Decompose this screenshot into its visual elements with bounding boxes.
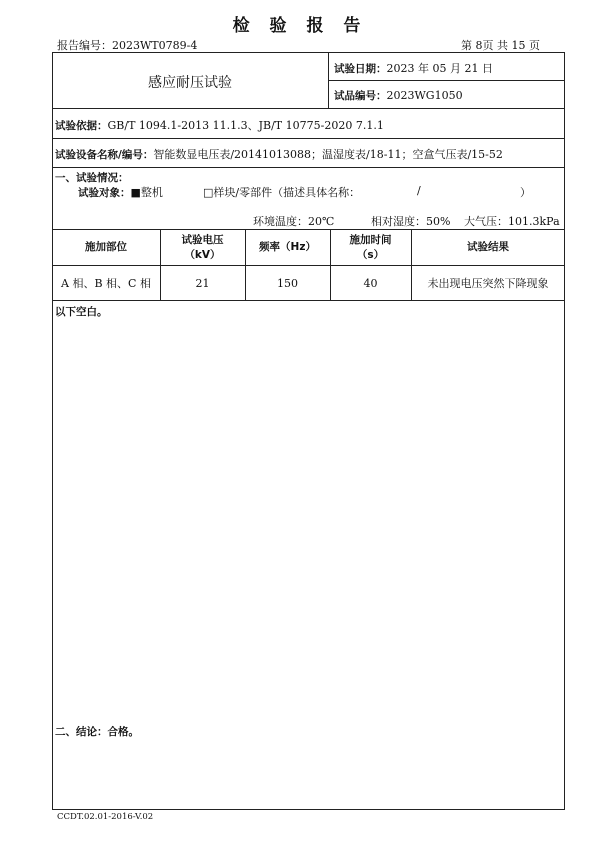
table-header-frequency: 频率（Hz）: [259, 241, 316, 253]
sample-no-label: 试品编号：: [334, 90, 387, 102]
table-header-location: 施加部位: [85, 241, 127, 253]
equipment-row: [55, 146, 503, 162]
sample-no-value: 2023WG1050: [386, 89, 463, 102]
option-part-close: ）: [520, 186, 531, 199]
equipment-label: 试验设备名称/编号：: [55, 149, 154, 161]
page-info: 第 8页 共 15 页: [461, 39, 540, 52]
table-header-voltage: 试验电压 （kV）: [181, 233, 224, 261]
test-date-row: [334, 60, 493, 76]
table-header-duration: 施加时间 （s）: [349, 233, 392, 261]
basis-value: GB/T 1094.1-2013 11.1.3、JB/T 10775-2020 7.1.1: [107, 119, 384, 132]
basis-row: [55, 117, 384, 133]
option-whole-machine: ■整机: [130, 186, 163, 199]
blank-note: 以下空白。: [55, 306, 108, 318]
divider: [328, 52, 329, 108]
report-title: 检 验 报 告: [232, 16, 368, 36]
relative-humidity: 相对湿度：50%: [371, 215, 451, 228]
option-part: □样块/零部件（描述具体名称：: [203, 186, 361, 199]
test-name: 感应耐压试验: [148, 75, 232, 91]
divider: [52, 108, 565, 109]
divider: [52, 167, 565, 168]
test-object-row: [78, 184, 163, 200]
table-cell-voltage: 21: [195, 276, 210, 290]
table-cell-location: A 相、B 相、C 相: [61, 276, 151, 290]
divider: [328, 80, 565, 81]
test-date-value: 2023 年 05 月 21 日: [386, 62, 493, 75]
report-frame: [52, 52, 565, 810]
test-object-label: 试验对象：: [78, 187, 131, 199]
divider: [52, 138, 565, 139]
table-cell-frequency: 150: [277, 276, 298, 290]
conclusion: 二、结论：合格。: [55, 726, 139, 738]
table-cell-result: 未出现电压突然下降现象: [427, 276, 549, 290]
basis-label: 试验依据：: [55, 120, 108, 132]
equipment-value: 智能数显电压表/20141013088；温湿度表/18-11；空盒气压表/15-52: [153, 148, 503, 161]
env-temperature: 环境温度：20℃: [253, 215, 335, 228]
table-cell-duration: 40: [363, 276, 378, 290]
table-header-result: 试验结果: [467, 241, 509, 253]
section-1-title: 一、试验情况：: [55, 172, 129, 184]
atmospheric-pressure: 大气压：101.3kPa: [464, 215, 560, 228]
footer-code: CCDT.02.01-2016-V.02: [57, 812, 154, 822]
sample-no-row: [334, 88, 463, 103]
test-date-label: 试验日期：: [334, 63, 387, 75]
report-number: 报告编号：2023WT0789-4: [57, 39, 198, 52]
option-part-value: /: [417, 184, 421, 197]
divider: [52, 300, 565, 301]
